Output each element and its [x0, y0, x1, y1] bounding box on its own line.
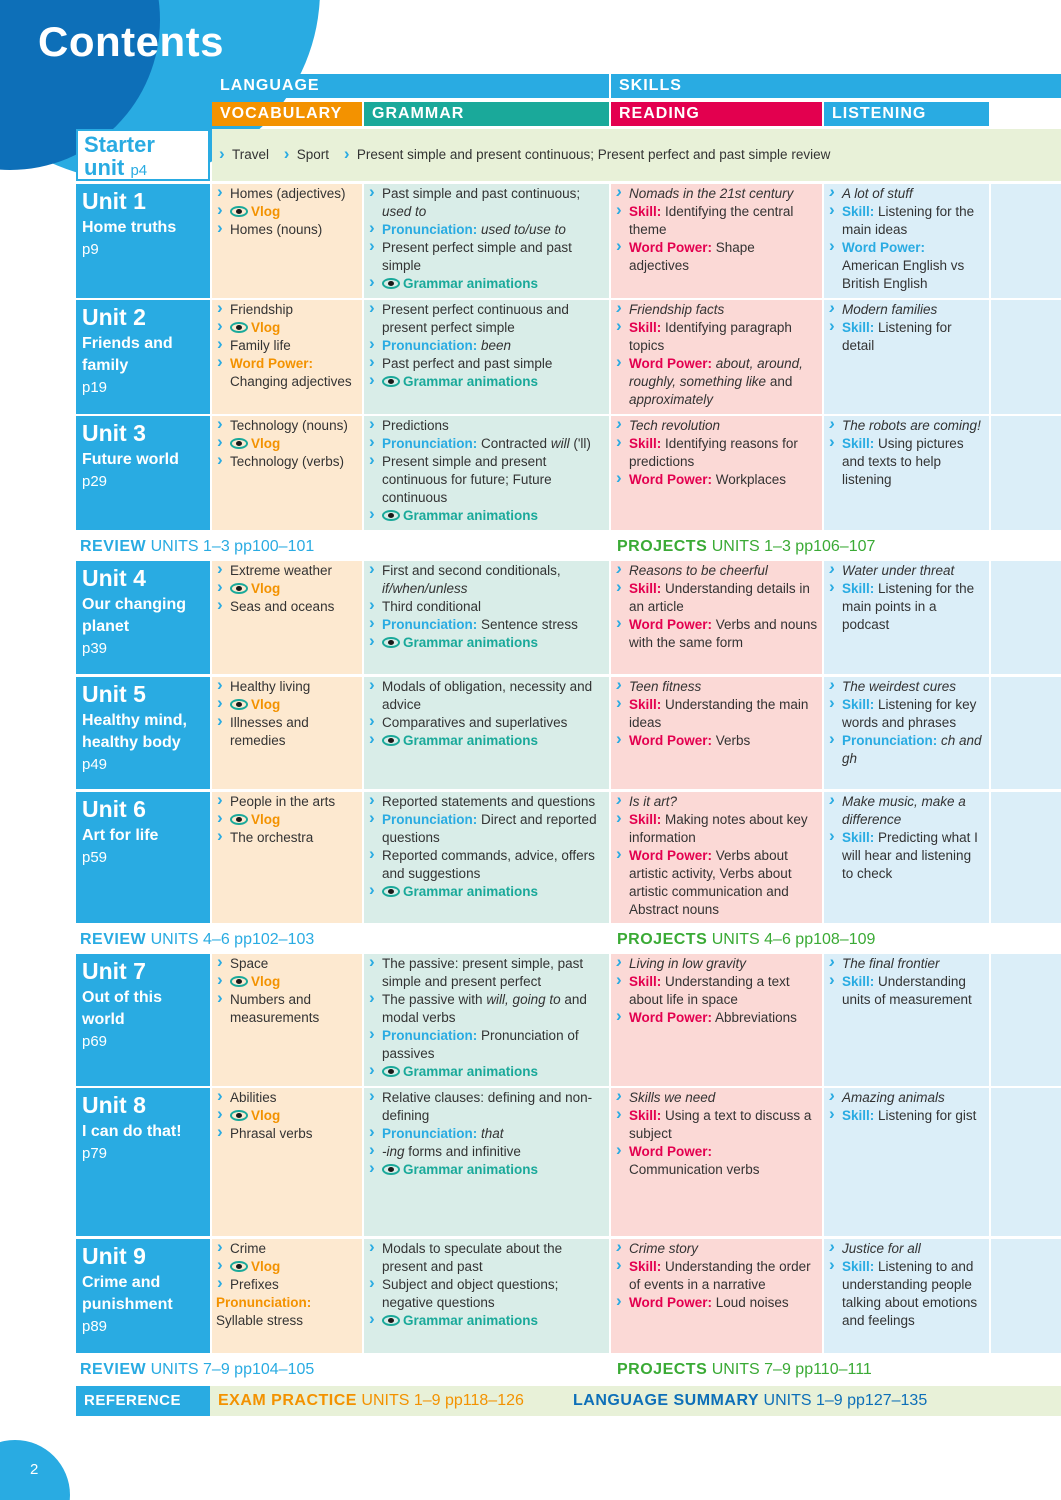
grammar-item: › Third conditional [368, 598, 605, 616]
unit-page: p39 [82, 640, 108, 657]
grammar-item: › Present perfect simple and past simple [368, 239, 605, 275]
listening-text: › The final frontier [828, 955, 985, 973]
unit-page: p19 [82, 379, 108, 396]
grammar-cell [364, 300, 609, 414]
unit-subtitle: Out of this world [82, 989, 162, 1028]
page-title: Contents [38, 18, 224, 65]
reading-text: › Teen fitness [615, 678, 818, 696]
grammar-item: › Reported statements and questions [368, 793, 605, 811]
header-listening: LISTENING [824, 102, 989, 126]
unit-cell [76, 792, 210, 923]
reading-text: › Crime story [615, 1240, 818, 1258]
starter-content [212, 129, 1061, 181]
listening-text: › The robots are coming! [828, 417, 985, 435]
reading-text: › Is it art? [615, 793, 818, 811]
projects-band[interactable]: PROJECTS UNITS 4–6 pp108–109 [617, 931, 876, 948]
pronunciation-item: Pronunciation: Syllable stress [216, 1295, 312, 1328]
vlog-link[interactable]: › Vlog [216, 1258, 358, 1276]
eye-icon [382, 376, 400, 387]
word-power-item: › Word Power: Verbs about artistic activity, Verbs about artistic communication and Abstract nouns [615, 847, 818, 919]
unit-subtitle: Our changing planet [82, 596, 186, 635]
grammar-cell [364, 184, 609, 298]
eye-icon [382, 886, 400, 897]
reading-cell [611, 677, 822, 789]
vocab-item: › Phrasal verbs [216, 1125, 358, 1143]
pronunciation-item: › Pronunciation: been [368, 337, 605, 355]
unit-name: Unit 4 [82, 565, 146, 591]
grammar-animations-link[interactable]: › Grammar animations [368, 634, 605, 652]
skill-item: › Skill: Identifying reasons for predictions [615, 435, 818, 471]
header-language: LANGUAGE [212, 74, 609, 98]
word-power-item: › Word Power: about, around, roughly, something like and approximately [615, 355, 818, 409]
eye-icon [382, 278, 400, 289]
eye-icon [382, 1315, 400, 1326]
unit-page: p69 [82, 1033, 108, 1050]
reading-text: › Skills we need [615, 1089, 818, 1107]
eye-icon [230, 438, 248, 449]
spare-cell [991, 561, 1061, 674]
reading-cell [611, 184, 822, 298]
unit-cell [76, 1239, 210, 1353]
starter-item: › Travel [218, 147, 269, 162]
grammar-animations-link[interactable]: › Grammar animations [368, 1063, 605, 1081]
eye-icon [382, 735, 400, 746]
skill-item: › Skill: Listening for the main points in a podcast [828, 580, 985, 634]
pronunciation-item: › Pronunciation: Sentence stress [368, 616, 605, 634]
listening-cell [824, 677, 989, 789]
unit-cell [76, 561, 210, 674]
vocabulary-cell [212, 416, 362, 530]
unit-page: p89 [82, 1318, 108, 1335]
spare-cell [991, 184, 1061, 298]
reading-cell [611, 300, 822, 414]
eye-icon [230, 583, 248, 594]
skill-item: › Skill: Listening for gist [828, 1107, 985, 1125]
unit-subtitle: Friends and family [82, 335, 173, 374]
pronunciation-item: › Pronunciation: that [368, 1125, 605, 1143]
unit-name: Unit 7 [82, 958, 146, 984]
unit-cell [76, 1088, 210, 1236]
listening-cell [824, 184, 989, 298]
skill-item: › Skill: Identifying the central theme [615, 203, 818, 239]
unit-name: Unit 9 [82, 1243, 146, 1269]
vocab-item: › Abilities [216, 1089, 358, 1107]
vlog-link[interactable]: › Vlog [216, 319, 358, 337]
listening-cell [824, 954, 989, 1086]
grammar-animations-link[interactable]: › Grammar animations [368, 373, 605, 391]
skill-item: › Skill: Listening to and understanding people talking about emotions and feelings [828, 1258, 985, 1330]
unit-page: p59 [82, 849, 108, 866]
grammar-item: › The passive: present simple, past simple and present perfect [368, 955, 605, 991]
grammar-item: › Relative clauses: defining and non-defining [368, 1089, 605, 1125]
grammar-animations-link[interactable]: › Grammar animations [368, 883, 605, 901]
reading-text: › Tech revolution [615, 417, 818, 435]
listening-text: › Justice for all [828, 1240, 985, 1258]
header-vocabulary: VOCABULARY [212, 102, 362, 126]
word-power-item: › Word Power: Loud noises [615, 1294, 818, 1312]
unit-page: p29 [82, 473, 108, 490]
word-power-item: › Word Power: Workplaces [615, 471, 818, 489]
grammar-cell [364, 1239, 609, 1353]
eye-icon [382, 637, 400, 648]
vocab-item: › Space [216, 955, 358, 973]
grammar-item: › Past simple and past continuous; used to [368, 185, 605, 221]
skill-item: › Skill: Listening for the main ideas [828, 203, 985, 239]
grammar-item: › The passive with will, going to and modal verbs [368, 991, 605, 1027]
eye-icon [230, 1110, 248, 1121]
listening-cell [824, 561, 989, 674]
reading-cell [611, 954, 822, 1086]
grammar-cell [364, 792, 609, 923]
starter-item: › Present simple and present continuous; Present perfect and past simple review [343, 147, 831, 162]
listening-text: › The weirdest cures [828, 678, 985, 696]
unit-name: Unit 1 [82, 188, 146, 214]
unit-subtitle: I can do that! [82, 1123, 182, 1140]
unit-cell [76, 416, 210, 530]
skill-item: › Skill: Using a text to discuss a subject [615, 1107, 818, 1143]
vocabulary-cell [212, 954, 362, 1086]
skill-item: › Skill: Understanding a text about life in space [615, 973, 818, 1009]
vlog-link[interactable]: › Vlog [216, 1107, 358, 1125]
grammar-item: › Modals of obligation, necessity and advice [368, 678, 605, 714]
skill-item: › Skill: Understanding details in an article [615, 580, 818, 616]
listening-cell [824, 416, 989, 530]
starter-unit-cell [76, 129, 210, 181]
listening-cell [824, 1239, 989, 1353]
unit-cell [76, 184, 210, 298]
vocab-item: › The orchestra [216, 829, 358, 847]
skill-item: › Skill: Listening for detail [828, 319, 985, 355]
unit-cell [76, 677, 210, 789]
language-summary-link[interactable]: LANGUAGE SUMMARY UNITS 1–9 pp127–135 [573, 1392, 928, 1409]
vlog-link[interactable]: › Vlog [216, 580, 358, 598]
grammar-cell [364, 954, 609, 1086]
grammar-cell [364, 677, 609, 789]
vocabulary-cell [212, 300, 362, 414]
grammar-item: › Reported commands, advice, offers and suggestions [368, 847, 605, 883]
skill-item: › Skill: Listening for key words and phrases [828, 696, 985, 732]
reading-cell [611, 1088, 822, 1236]
spare-cell [991, 792, 1061, 923]
review-band[interactable]: REVIEW UNITS 7–9 pp104–105 [80, 1361, 315, 1378]
vocab-item: › Prefixes [216, 1276, 358, 1294]
pronunciation-item: › Pronunciation: Pronunciation of passives [368, 1027, 605, 1063]
spare-cell [991, 677, 1061, 789]
unit-cell [76, 954, 210, 1086]
skill-item: › Skill: Understanding units of measurement [828, 973, 985, 1009]
header-skills: SKILLS [611, 74, 1061, 98]
unit-page: p49 [82, 756, 108, 773]
grammar-cell [364, 561, 609, 674]
vocabulary-cell [212, 561, 362, 674]
reading-cell [611, 1239, 822, 1353]
vocab-item: › Illnesses and remedies [216, 714, 358, 750]
vocabulary-cell [212, 1239, 362, 1353]
vocab-item: › Seas and oceans [216, 598, 358, 616]
vocab-item: › Crime [216, 1240, 358, 1258]
word-power-item: › Word Power: Changing adjectives [216, 355, 358, 391]
pronunciation-item: › Pronunciation: Direct and reported questions [368, 811, 605, 847]
projects-band[interactable]: PROJECTS UNITS 1–3 pp106–107 [617, 538, 876, 555]
vocab-item: › People in the arts [216, 793, 358, 811]
starter-title: Starter unit p4 [84, 132, 155, 180]
unit-name: Unit 5 [82, 681, 146, 707]
eye-icon [382, 1066, 400, 1077]
unit-page: p79 [82, 1145, 108, 1162]
projects-band[interactable]: PROJECTS UNITS 7–9 pp110–111 [617, 1361, 872, 1378]
reading-text: › Nomads in the 21st century [615, 185, 818, 203]
pronunciation-item: › Pronunciation: Contracted will ('ll) [368, 435, 605, 453]
eye-icon [230, 976, 248, 987]
listening-text: › Amazing animals [828, 1089, 985, 1107]
word-power-item: › Word Power: American English vs British English [828, 239, 985, 293]
skill-item: › Skill: Using pictures and texts to help listening [828, 435, 985, 489]
reference-label: REFERENCE [76, 1386, 210, 1416]
vlog-link[interactable]: › Vlog [216, 696, 358, 714]
word-power-item: › Word Power: Verbs and nouns with the same form [615, 616, 818, 652]
skill-item: › Skill: Making notes about key information [615, 811, 818, 847]
eye-icon [230, 814, 248, 825]
reading-cell [611, 792, 822, 923]
header-grammar: GRAMMAR [364, 102, 609, 126]
eye-icon [230, 322, 248, 333]
listening-text: › A lot of stuff [828, 185, 985, 203]
unit-name: Unit 3 [82, 420, 146, 446]
word-power-item: › Word Power: Shape adjectives [615, 239, 818, 275]
vlog-link[interactable]: › Vlog [216, 435, 358, 453]
review-band[interactable]: REVIEW UNITS 4–6 pp102–103 [80, 931, 315, 948]
grammar-animations-link[interactable]: › Grammar animations [368, 507, 605, 525]
unit-subtitle: Home truths [82, 219, 177, 236]
skill-item: › Skill: Predicting what I will hear and listening to check [828, 829, 985, 883]
review-band[interactable]: REVIEW UNITS 1–3 pp100–101 [80, 538, 315, 555]
vocab-item: › Homes (nouns) [216, 221, 358, 239]
grammar-item: › Modals to speculate about the present and past [368, 1240, 605, 1276]
word-power-item: › Word Power: Abbreviations [615, 1009, 818, 1027]
vocabulary-cell [212, 792, 362, 923]
unit-cell [76, 300, 210, 414]
vocab-item: › Extreme weather [216, 562, 358, 580]
eye-icon [230, 206, 248, 217]
listening-cell [824, 1088, 989, 1236]
vocab-item: › Numbers and measurements [216, 991, 358, 1027]
spare-cell [991, 1088, 1061, 1236]
page-number: 2 [30, 1461, 39, 1478]
grammar-item: › Subject and object questions; negative questions [368, 1276, 605, 1312]
unit-subtitle: Art for life [82, 827, 159, 844]
spare-cell [991, 300, 1061, 414]
listening-text: › Modern families [828, 301, 985, 319]
grammar-item: › -ing forms and infinitive [368, 1143, 605, 1161]
vocab-item: › Technology (nouns) [216, 417, 358, 435]
vocabulary-cell [212, 1088, 362, 1236]
vocab-item: › Friendship [216, 301, 358, 319]
unit-subtitle: Healthy mind, healthy body [82, 712, 187, 751]
starter-item: › Sport [283, 147, 329, 162]
exam-practice-link[interactable]: EXAM PRACTICE UNITS 1–9 pp118–126 [218, 1392, 524, 1409]
grammar-cell [364, 416, 609, 530]
word-power-item: › Word Power: Communication verbs [615, 1143, 818, 1179]
skill-item: › Skill: Understanding the main ideas [615, 696, 818, 732]
grammar-item: › Comparatives and superlatives [368, 714, 605, 732]
vocab-item: › Homes (adjectives) [216, 185, 358, 203]
eye-icon [230, 1261, 248, 1272]
listening-cell [824, 792, 989, 923]
unit-subtitle: Future world [82, 451, 179, 468]
skill-item: › Skill: Understanding the order of events in a narrative [615, 1258, 818, 1294]
grammar-animations-link[interactable]: › Grammar animations [368, 1312, 605, 1330]
pronunciation-item: › Pronunciation: used to/use to [368, 221, 605, 239]
grammar-item: › First and second conditionals, if/when/unless [368, 562, 605, 598]
grammar-item: › Present perfect continuous and present perfect simple [368, 301, 605, 337]
grammar-animations-link[interactable]: › Grammar animations [368, 1161, 605, 1179]
eye-icon [382, 510, 400, 521]
vocabulary-cell [212, 184, 362, 298]
grammar-item: › Present simple and present continuous for future; Future continuous [368, 453, 605, 507]
vlog-link[interactable]: › Vlog [216, 973, 358, 991]
spare-cell [991, 954, 1061, 1086]
vocab-item: › Healthy living [216, 678, 358, 696]
unit-name: Unit 2 [82, 304, 146, 330]
eye-icon [230, 699, 248, 710]
word-power-item: › Word Power: Verbs [615, 732, 818, 750]
vlog-link[interactable]: › Vlog [216, 811, 358, 829]
eye-icon [382, 1164, 400, 1175]
pronunciation-item: › Pronunciation: ch and gh [828, 732, 985, 768]
vlog-link[interactable]: › Vlog [216, 203, 358, 221]
vocabulary-cell [212, 677, 362, 789]
grammar-animations-link[interactable]: › Grammar animations [368, 732, 605, 750]
reading-cell [611, 416, 822, 530]
spare-cell [991, 1239, 1061, 1353]
listening-text: › Make music, make a difference [828, 793, 985, 829]
grammar-cell [364, 1088, 609, 1236]
unit-subtitle: Crime and punishment [82, 1274, 173, 1313]
grammar-animations-link[interactable]: › Grammar animations [368, 275, 605, 293]
unit-name: Unit 6 [82, 796, 146, 822]
reading-cell [611, 561, 822, 674]
reading-text: › Reasons to be cheerful [615, 562, 818, 580]
vocab-item: › Family life [216, 337, 358, 355]
unit-name: Unit 8 [82, 1092, 146, 1118]
vocab-item: › Technology (verbs) [216, 453, 358, 471]
skill-item: › Skill: Identifying paragraph topics [615, 319, 818, 355]
grammar-item: › Past perfect and past simple [368, 355, 605, 373]
listening-text: › Water under threat [828, 562, 985, 580]
spare-cell [991, 416, 1061, 530]
reading-text: › Living in low gravity [615, 955, 818, 973]
header-reading: READING [611, 102, 822, 126]
reading-text: › Friendship facts [615, 301, 818, 319]
listening-cell [824, 300, 989, 414]
unit-page: p9 [82, 241, 99, 258]
grammar-item: › Predictions [368, 417, 605, 435]
